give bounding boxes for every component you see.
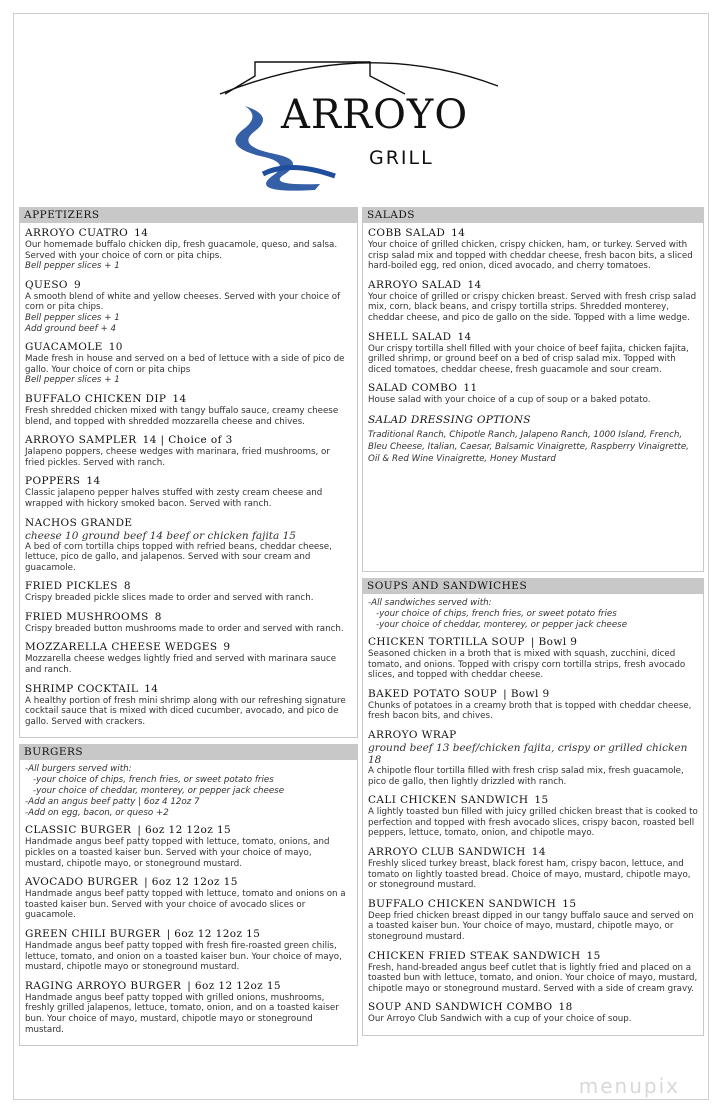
menu-item-description: A bed of corn tortilla chips topped with refried beans, cheddar cheese, lettuce, pico de gallo, and jalapenos. Served with sour cream and guacamole. (25, 541, 332, 573)
menu-item (368, 846, 698, 891)
soups-heading: SOUPS AND SANDWICHES (362, 578, 704, 594)
menu-item (25, 611, 352, 635)
menu-item-title (368, 382, 698, 395)
menu-item-name: GUACAMOLE (25, 341, 103, 354)
menu-item (368, 636, 698, 681)
menu-item-name: ARROYO SALAD (368, 278, 462, 291)
menu-item (368, 729, 698, 787)
menu-item-title (368, 846, 698, 859)
menu-item (368, 1001, 698, 1025)
menu-item-title (368, 688, 698, 701)
menu-item-description: A smooth blend of white and yellow cheeses. Served with your choice of corn or pita chips. (25, 291, 341, 313)
soups-list (362, 594, 704, 1036)
menu-item-description: Crispy breaded button mushrooms made to order and served with ranch. (25, 623, 344, 634)
menu-item-addon: Add ground beef + 4 (25, 323, 117, 334)
menu-item-title (25, 279, 352, 292)
menu-item (25, 683, 352, 728)
menu-item (25, 517, 352, 574)
menu-item-addon: Bell pepper slices + 1 (25, 261, 120, 272)
section-note: -your choice of cheddar, monterey, or pepper jack cheese (33, 786, 285, 797)
menu-item-price: | 6oz 12 12oz 15 (166, 928, 261, 940)
menu-item-price: 15 (562, 897, 577, 910)
menu-item-title (368, 898, 698, 911)
menu-item-name: GREEN CHILI BURGER (25, 928, 161, 940)
menu-item (368, 331, 698, 376)
menu-item-description: Jalapeno poppers, cheese wedges with marinara, fried mushrooms, or fried pickles. Served with ranch. (25, 447, 330, 468)
menu-item (368, 898, 698, 943)
menu-item-title (25, 683, 352, 696)
soups-section (362, 578, 704, 1036)
menu-item-description: Classic jalapeno pepper halves stuffed with zesty cream cheese and wrapped with hickory smoked bacon. Served with ranch. (25, 488, 323, 509)
menu-item-name: NACHOS GRANDE (25, 516, 133, 529)
menu-item-title (25, 580, 352, 593)
menu-item-description: Mozzarella cheese wedges lightly fried and served with marinara sauce and ranch. (25, 654, 337, 676)
menu-item-price: 14 (531, 845, 546, 858)
menu-item (368, 227, 698, 272)
menu-item-description: Handmade angus beef patty topped with lettuce, tomato and onions on a toasted kaiser bun. Served with your choice of avocado slices or guacamole. (25, 889, 346, 921)
burgers-list (19, 760, 358, 1046)
menu-item-price: 14 (172, 392, 187, 405)
menu-item-name: RAGING ARROYO BURGER (25, 979, 182, 992)
menu-item (25, 279, 352, 334)
section-note: -Add an angus beef patty | 6oz 4 12oz 7 (25, 797, 200, 808)
salads-heading: SALADS (362, 207, 704, 223)
menu-item-title (25, 611, 352, 624)
menu-item-price: | Bowl 9 (530, 636, 578, 648)
section-note: -All sandwiches served with: (368, 598, 492, 608)
burgers-section (19, 744, 358, 1046)
menu-item (368, 382, 698, 406)
menu-item-name: CALI CHICKEN SANDWICH (368, 794, 529, 807)
menu-item-description: Our Arroyo Club Sandwich with a cup of your choice of soup. (368, 1014, 632, 1025)
menu-item-variants: ground beef 13 beef/chicken fajita, crispy or grilled chicken 18 (368, 741, 688, 766)
logo-wordmark: ARROYO (281, 92, 469, 138)
menu-item-addon: Bell pepper slices + 1 (25, 375, 120, 386)
menu-item-name: ARROYO CLUB SANDWICH (368, 845, 526, 858)
menu-item (25, 876, 352, 921)
appetizers-heading: APPETIZERS (19, 207, 358, 223)
menu-item-name: QUESO (25, 278, 68, 291)
arroyo-grill-logo (215, 56, 505, 196)
menu-item-price: 9 (73, 278, 82, 291)
menu-item-name: SHRIMP COCKTAIL (25, 682, 139, 695)
menu-item-title (368, 794, 698, 807)
menu-item-description: House salad with your choice of a cup of soup or a baked potato. (368, 395, 651, 406)
menu-item-description: Your choice of grilled or crispy chicken breast. Served with fresh crisp salad mix, corn, black beans, and crispy tortilla strips. Shredded monterey, cheddar cheese, and pico de gallo on the side. Topped with a lime wedge. (368, 291, 697, 323)
menu-item-price: 15 (586, 949, 601, 962)
right-column (362, 207, 704, 1036)
left-column (19, 207, 358, 1046)
menu-item-title (368, 729, 698, 742)
menu-item-price: 9 (223, 641, 231, 654)
section-note: -All burgers served with: (25, 764, 132, 775)
logo-subtitle: GRILL (369, 147, 434, 169)
menu-item (25, 475, 352, 509)
menu-item-addon: Bell pepper slices + 1 (25, 312, 120, 323)
menu-item-description: A lightly toasted bun filled with juicy grilled chicken breast that is cooked to perfection and topped with fresh avocado slices, crispy bacon, roasted bell peppers, lettuce, tomato, onion, and chipotle mayo. (368, 807, 698, 839)
section-note: -Add on egg, bacon, or queso +2 (25, 808, 169, 819)
menu-item-description: Freshly sliced turkey breast, black forest ham, crispy bacon, lettuce, and tomato on lightly toasted bread. Choice of mayo, mustard, chipotle mayo, or stoneground mustard. (368, 858, 691, 891)
menu-item-name: POPPERS (25, 475, 81, 488)
salads-list (362, 223, 704, 572)
dressing-options-list: Traditional Ranch, Chipotle Ranch, Jalapeno Ranch, 1000 Island, French, Bleu Cheese, Italian, Caesar, Balsamic Vinaigrette, Raspberry Vinaigrette, Oil & Red Wine Vinaigrette, Honey Mustard (368, 429, 689, 464)
menu-item-title (368, 227, 698, 240)
menu-item-description: Crispy breaded pickle slices made to order and served with ranch. (25, 593, 314, 604)
menu-item-name: FRIED PICKLES (25, 580, 118, 593)
menu-item-title (368, 279, 698, 292)
menu-item-price: | 6oz 12 12oz 15 (187, 979, 282, 992)
menu-item (368, 794, 698, 839)
section-note: -your choice of chips, french fries, or sweet potato fries (376, 609, 617, 619)
menu-item-price: 14 (134, 227, 149, 239)
menu-item-title (368, 331, 698, 344)
menu-item-title (25, 393, 352, 406)
menu-item-price: 14 | Choice of 3 (142, 434, 233, 447)
menu-item-description: Our homemade buffalo chicken dip, fresh guacamole, queso, and salsa. Served with your choice of corn or pita chips. (25, 240, 338, 261)
menu-item-title (25, 980, 352, 993)
menu-item-title (25, 227, 352, 240)
appetizers-section (19, 207, 358, 738)
menu-item-name: CHICKEN TORTILLA SOUP (368, 636, 525, 648)
menu-item-title (25, 517, 352, 530)
menu-item (25, 434, 352, 468)
menu-item-description: A healthy portion of fresh mini shrimp along with our refreshing signature cocktail sauce that is mixed with diced cucumber, avocado, and pico de gallo. Served with crackers. (25, 695, 346, 727)
menu-item-price: | Bowl 9 (503, 687, 550, 700)
menu-item-title (25, 434, 352, 447)
menu-item-price: 14 (451, 227, 466, 239)
menu-item-price: 18 (558, 1001, 573, 1014)
menu-item-name: SOUP AND SANDWICH COMBO (368, 1001, 553, 1014)
menu-item (25, 393, 352, 427)
menu-item-description: Fresh shredded chicken mixed with tangy buffalo sauce, creamy cheese blend, and topped with shredded mozzarella cheese and chives. (25, 405, 339, 427)
menu-item-price: | 6oz 12 12oz 15 (144, 876, 238, 889)
menu-item (368, 950, 698, 995)
salads-section (362, 207, 704, 572)
menu-item-price: 14 (467, 278, 482, 291)
menu-item-name: BUFFALO CHICKEN DIP (25, 392, 167, 405)
menu-item-description: A chipotle flour tortilla filled with fresh crisp salad mix, fresh guacamole, pico de gallo, then lightly drizzled with ranch. (368, 765, 684, 787)
menu-item-title (368, 950, 698, 963)
menu-item-name: SHELL SALAD (368, 330, 452, 343)
menu-item-price: | 6oz 12 12oz 15 (137, 824, 232, 837)
section-note: -your choice of chips, french fries, or sweet potato fries (33, 775, 274, 786)
menu-item-title (25, 876, 352, 889)
menu-item-title (368, 636, 698, 649)
menu-item-title (25, 928, 352, 941)
menu-item-price: 11 (463, 382, 478, 395)
menupix-watermark: menupix (578, 1074, 680, 1098)
menu-item (25, 341, 352, 386)
menu-item (368, 688, 698, 722)
menu-item-variants: cheese 10 ground beef 14 beef or chicken fajita 15 (25, 529, 296, 542)
menu-item (25, 227, 352, 272)
menu-item-price: 15 (534, 794, 549, 807)
dressing-options-heading: SALAD DRESSING OPTIONS (368, 413, 531, 426)
menu-item-description: Seasoned chicken in a broth that is mixed with squash, zucchini, diced tomato, and onions. Topped with crispy corn tortilla strips, fresh avocado slices, and topped with cheddar cheese. (368, 649, 686, 681)
menu-item (368, 279, 698, 324)
menu-item-description: Our crispy tortilla shell filled with your choice of beef fajita, chicken fajita, grilled shrimp, or ground beef on a bed of crisp salad mix. Topped with diced tomatoes, cheddar cheese, fresh guacamole and sour cream. (368, 343, 689, 375)
menu-item-title (25, 341, 352, 354)
menu-item-price: 14 (457, 330, 472, 343)
menu-item-price: 14 (144, 682, 159, 695)
menu-item (25, 580, 352, 604)
menu-item-description: Chunks of potatoes in a creamy broth that is topped with cheddar cheese, fresh bacon bits, and chives. (368, 700, 692, 722)
menu-item-name: AVOCADO BURGER (25, 876, 139, 889)
menu-item-name: ARROYO SAMPLER (25, 434, 137, 447)
menu-item-description: Handmade angus beef patty topped with lettuce, tomato, onions, and pickles on a toasted kaiser bun. Served with your choice of mayo, mustard, chipotle mayo, or stoneground mustard. (25, 837, 330, 869)
menu-item-description: Fresh, hand-breaded angus beef cutlet that is lightly fried and placed on a toasted bun with lettuce, tomato, and onion. Your choice of mayo, mustard, chipotle mayo or stoneground mustard. Served with a side of cream gravy. (368, 962, 698, 994)
menu-item-name: ARROYO WRAP (368, 728, 457, 741)
burgers-heading: BURGERS (19, 744, 358, 760)
menu-item-title (25, 641, 352, 654)
menu-item-name: CLASSIC BURGER (25, 824, 132, 837)
menu-item-title (25, 475, 352, 488)
menu-item-name: BAKED POTATO SOUP (368, 687, 498, 700)
menu-item-title (368, 1001, 698, 1014)
menu-item (25, 928, 352, 973)
menu-item (25, 824, 352, 869)
menu-item-name: FRIED MUSHROOMS (25, 610, 149, 623)
menu-item-name: COBB SALAD (368, 227, 446, 239)
menu-item-name: CHICKEN FRIED STEAK SANDWICH (368, 949, 581, 962)
menu-item-name: ARROYO CUATRO (25, 227, 129, 239)
menu-item-price: 8 (123, 580, 131, 593)
menu-item-description: Made fresh in house and served on a bed of lettuce with a side of pico de gallo. Your choice of corn or pita chips (25, 354, 345, 375)
menu-item-description: Handmade angus beef patty topped with fresh fire-roasted green chilis, lettuce, tomato, and onion on a toasted kaiser bun. Your choice of mayo, mustard, chipotle mayo or stoneground mustard. (25, 941, 342, 973)
section-note: -your choice of cheddar, monterey, or pepper jack cheese (376, 620, 628, 630)
menu-item-name: MOZZARELLA CHEESE WEDGES (25, 641, 218, 654)
menu-item-title (25, 824, 352, 837)
menu-item-price: 10 (108, 341, 123, 354)
menu-item-price: 14 (86, 475, 101, 488)
menu-item-price: 8 (154, 610, 162, 623)
menu-item-name: BUFFALO CHICKEN SANDWICH (368, 897, 557, 910)
menu-item (25, 641, 352, 675)
menu-item-description: Your choice of grilled chicken, crispy chicken, ham, or turkey. Served with crisp salad mix and topped with cheddar cheese, fresh bacon bits, a sliced hard-boiled egg, red onion, diced avocado, and cherry tomatoes. (368, 240, 693, 272)
appetizers-list (19, 223, 358, 738)
menu-item-description: Handmade angus beef patty topped with grilled onions, mushrooms, freshly grilled jalapenos, lettuce, tomato, onion, and on a toasted kaiser bun. Your choice of mayo, mustard, chipotle mayo or stoneground mustard. (25, 992, 339, 1035)
menu-item-name: SALAD COMBO (368, 382, 458, 395)
menu-item-description: Deep fried chicken breast dipped in our tangy buffalo sauce and served on a toasted kaiser bun. Your choice of mayo, mustard, chipotle mayo, or stoneground mustard. (368, 910, 694, 942)
menu-item (25, 980, 352, 1035)
